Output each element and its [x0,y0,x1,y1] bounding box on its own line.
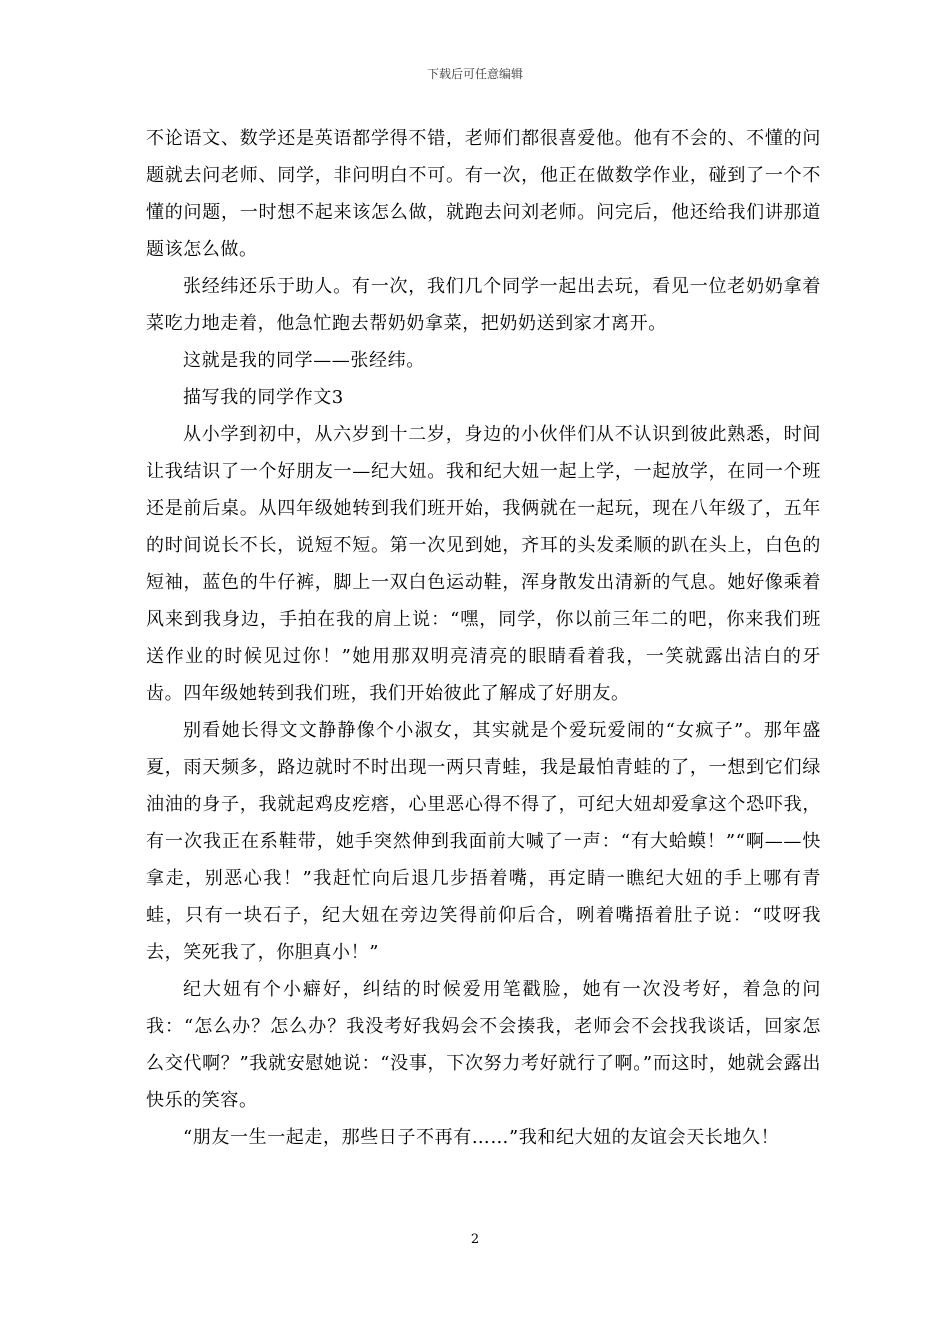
paragraph: 不论语文、数学还是英语都学得不错，老师们都很喜爱他。他有不会的、不懂的问题就去问老师、同学，非问明白不可。有一次，他正在做数学作业，碰到了一个不懂的问题，一时想不起来该怎么做，就跑去问刘老师。问完后，他还给我们讲那道题该怎么做。 [146,128,821,260]
paragraph: “朋友一生一起走，那些日子不再有……”我和纪大妞的友谊会天长地久！ [183,1127,780,1148]
paragraph: 别看她长得文文静静像个小淑女，其实就是个爱玩爱闹的“女疯子”。那年盛夏，雨天频多，路边就时不时出现一两只青蛙，我是最怕青蛙的了，一想到它们绿油油的身子，我就起鸡皮疙瘩，心里恶心得不得了，可纪大妞却爱拿这个恐吓我，有一次我正在系鞋带，她手突然伸到我面前大喊了一声：“有大蛤蟆！”“啊——快拿走，别恶心我！”我赶忙向后退几步捂着嘴，再定睛一瞧纪大妞的手上哪有青蛙，只有一块石子，纪大妞在旁边笑得前仰后合，咧着嘴捂着肚子说：“哎呀我去，笑死我了，你胆真小！” [146,720,821,963]
paragraph: 从小学到初中，从六岁到十二岁，身边的小伙伴们从不认识到彼此熟悉，时间让我结识了一个好朋友一—纪大妞。我和纪大妞一起上学，一起放学，在同一个班还是前后桌。从四年级她转到我们班开始，我俩就在一起玩，现在八年级了，五年的时间说长不长，说短不短。第一次见到她，齐耳的头发柔顺的趴在头上，白色的短袖，蓝色的牛仔裤，脚上一双白色运动鞋，浑身散发出清新的气息。她好像乘着风来到我身边，手拍在我的肩上说：“嘿，同学，你以前三年二的吧，你来我们班送作业的时候见过你！”她用那双明亮清亮的眼睛看着我，一笑就露出洁白的牙齿。四年级她转到我们班，我们开始彼此了解成了好朋友。 [146,424,821,704]
page-number: 2 [470,1232,480,1247]
paragraph: 纪大妞有个小癖好，纠结的时候爱用笔戳脸，她有一次没考好，着急的问我：“怎么办？怎么办？我没考好我妈会不会揍我，老师会不会找我谈话，回家怎么交代啊？”我就安慰她说：“没事，下次努力考好就行了啊。”而这时，她就会露出快乐的笑容。 [146,979,821,1111]
document-body [146,120,821,1156]
page-header: 下载后可任意编辑 [426,67,523,81]
paragraph: 这就是我的同学——张经纬。 [183,350,425,371]
paragraph: 张经纬还乐于助人。有一次，我们几个同学一起出去玩，看见一位老奶奶拿着菜吃力地走着，他急忙跑去帮奶奶拿菜，把奶奶送到家才离开。 [146,276,821,334]
section-heading: 描写我的同学作文3 [183,387,344,408]
